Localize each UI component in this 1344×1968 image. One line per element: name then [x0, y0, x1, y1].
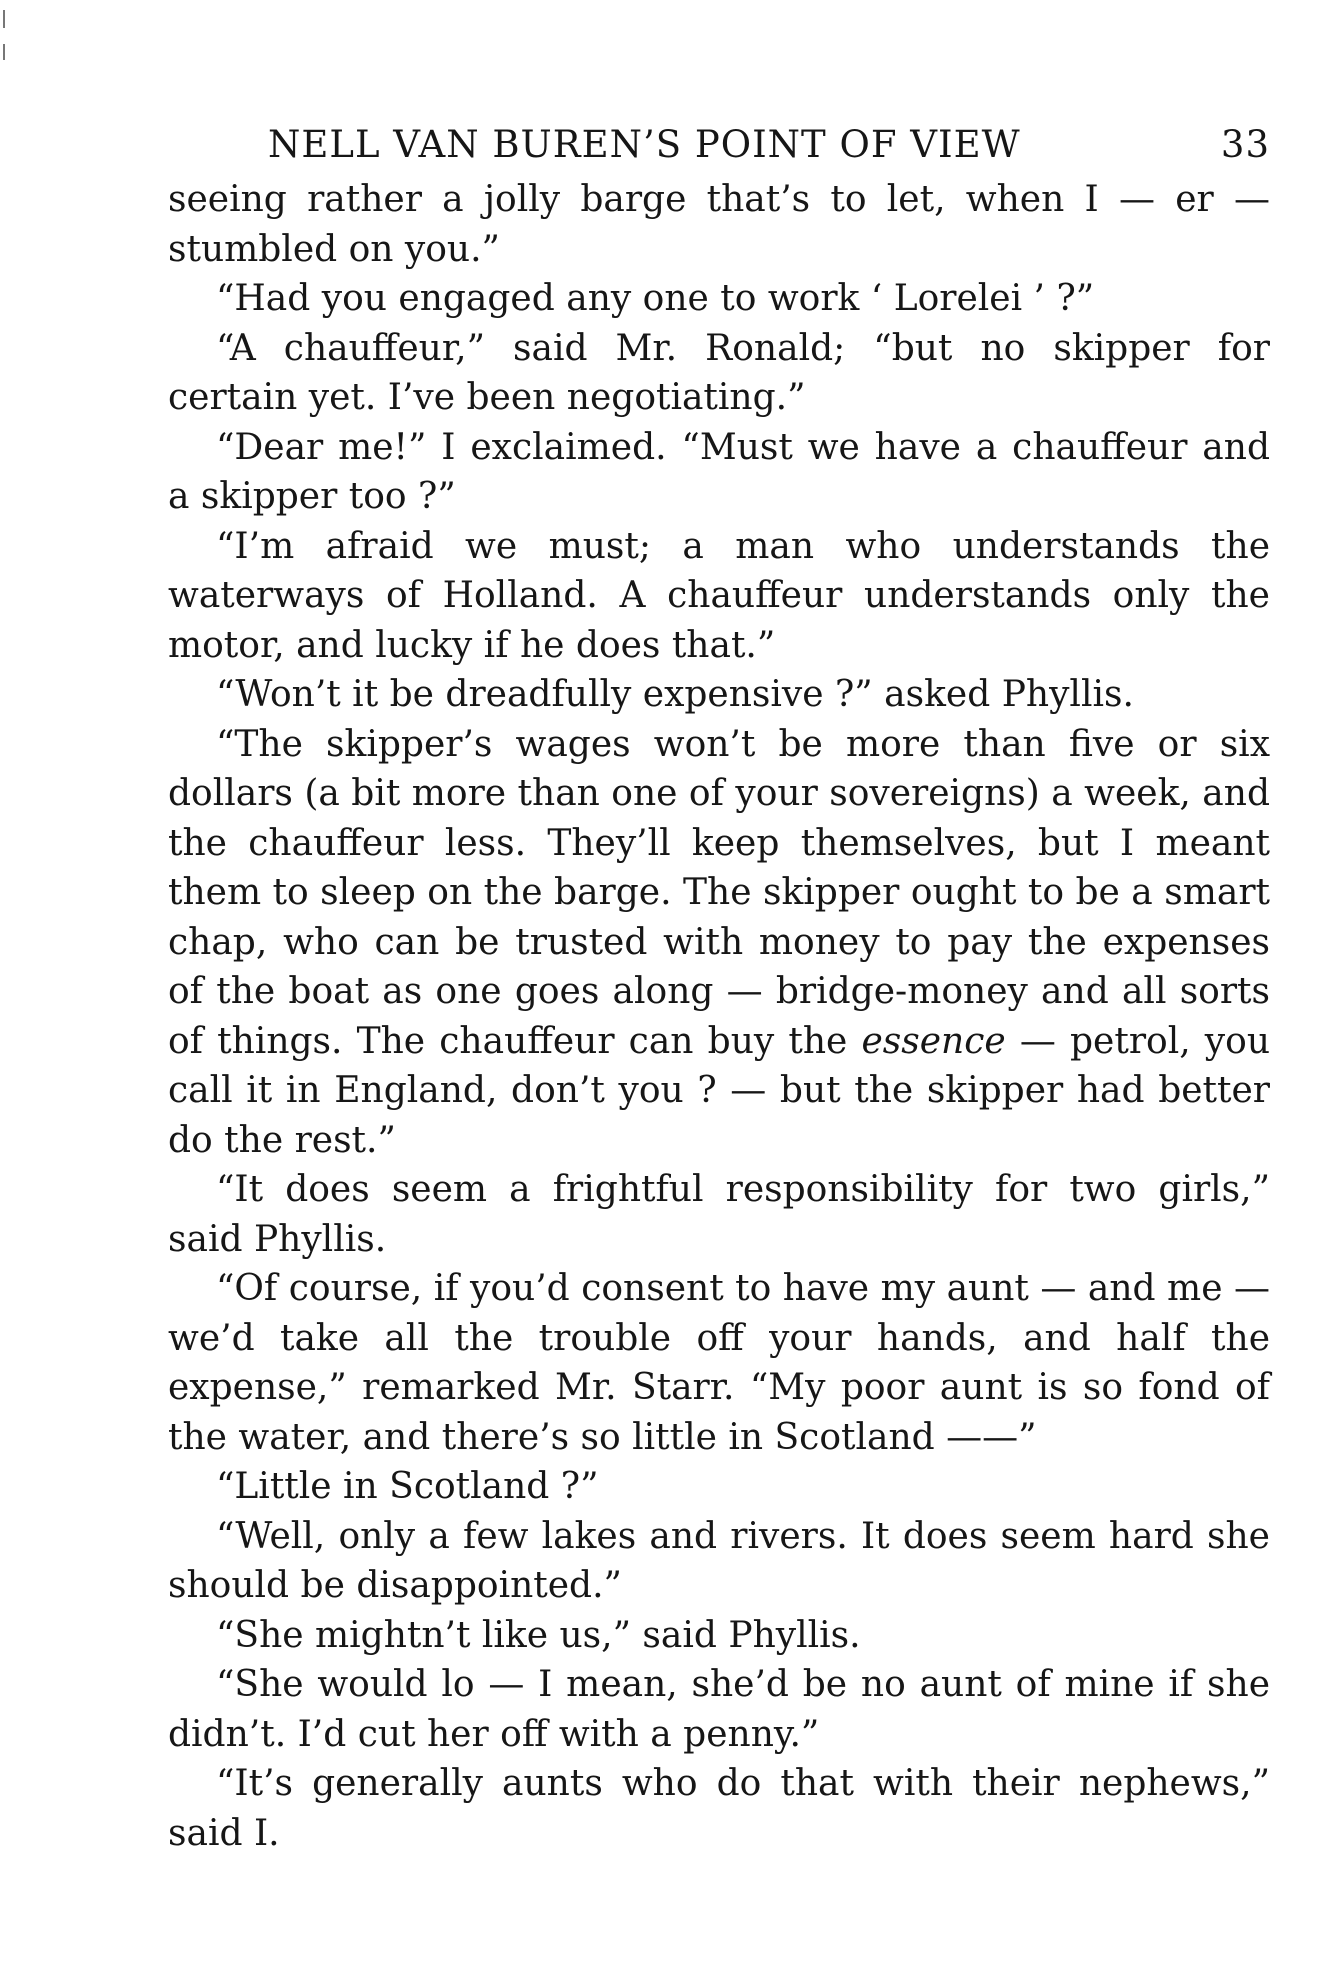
paragraph: “It does seem a frightful responsibility for two girls,” said Phyllis. — [168, 1169, 1270, 1260]
paragraph: “I’m afraid we must; a man who understands the waterways of Holland. A chauffeur understands only the motor, and lucky if he does that.” — [168, 525, 1270, 666]
paragraph: “She would lo — I mean, she’d be no aunt of mine if she didn’t. I’d cut her off with a penny.” — [168, 1664, 1270, 1755]
scan-edge-mark — [3, 10, 5, 28]
paragraph: “A chauffeur,” said Mr. Ronald; “but no skipper for certain yet. I’ve been negotiating.” — [168, 327, 1270, 418]
paragraph: “Won’t it be dreadfully expensive ?” asked Phyllis. — [216, 674, 1134, 715]
paragraph: “Well, only a few lakes and rivers. It does seem hard she should be disappointed.” — [168, 1515, 1270, 1606]
scan-edge-mark — [3, 44, 5, 60]
paragraph: “Had you engaged any one to work ‘ Lorelei ’ ?” — [216, 278, 1095, 319]
paragraph: “Little in Scotland ?” — [216, 1466, 599, 1507]
body-text — [168, 175, 1270, 1858]
paragraph: “Dear me!” I exclaimed. “Must we have a chauffeur and a skipper too ?” — [168, 426, 1270, 517]
paragraph: “It’s generally aunts who do that with their nephews,” said I. — [168, 1763, 1270, 1854]
paragraph: “The skipper’s wages won’t be more than five or six dollars (a bit more than one of your sovereigns) a week, and the chauffeur less. They’ll keep themselves, but I meant them to sleep on the barge. The skipper ought to be a smart chap, who can be trusted with money to pay the expenses of the boat as one goes along — bridge-money and all sorts of things. The chauffeur can buy the essence — petrol, you call it in England, don’t you ? — but the skipper had better do the rest.” — [168, 723, 1271, 1161]
paragraph: seeing rather a jolly barge that’s to let, when I — er — stumbled on you.” — [168, 179, 1270, 270]
paragraph: “Of course, if you’d consent to have my aunt — and me — we’d take all the trouble off your hands, and half the expense,” remarked Mr. Starr. “My poor aunt is so fond of the water, and there’s so little in Scotland ——” — [168, 1268, 1270, 1458]
page-number: 33 — [1220, 123, 1270, 166]
page-header — [268, 115, 1270, 175]
italic-word: essence — [861, 1020, 1006, 1062]
running-head: NELL VAN BUREN’S POINT OF VIEW — [268, 123, 1021, 166]
paragraph: “She mightn’t like us,” said Phyllis. — [216, 1614, 861, 1656]
